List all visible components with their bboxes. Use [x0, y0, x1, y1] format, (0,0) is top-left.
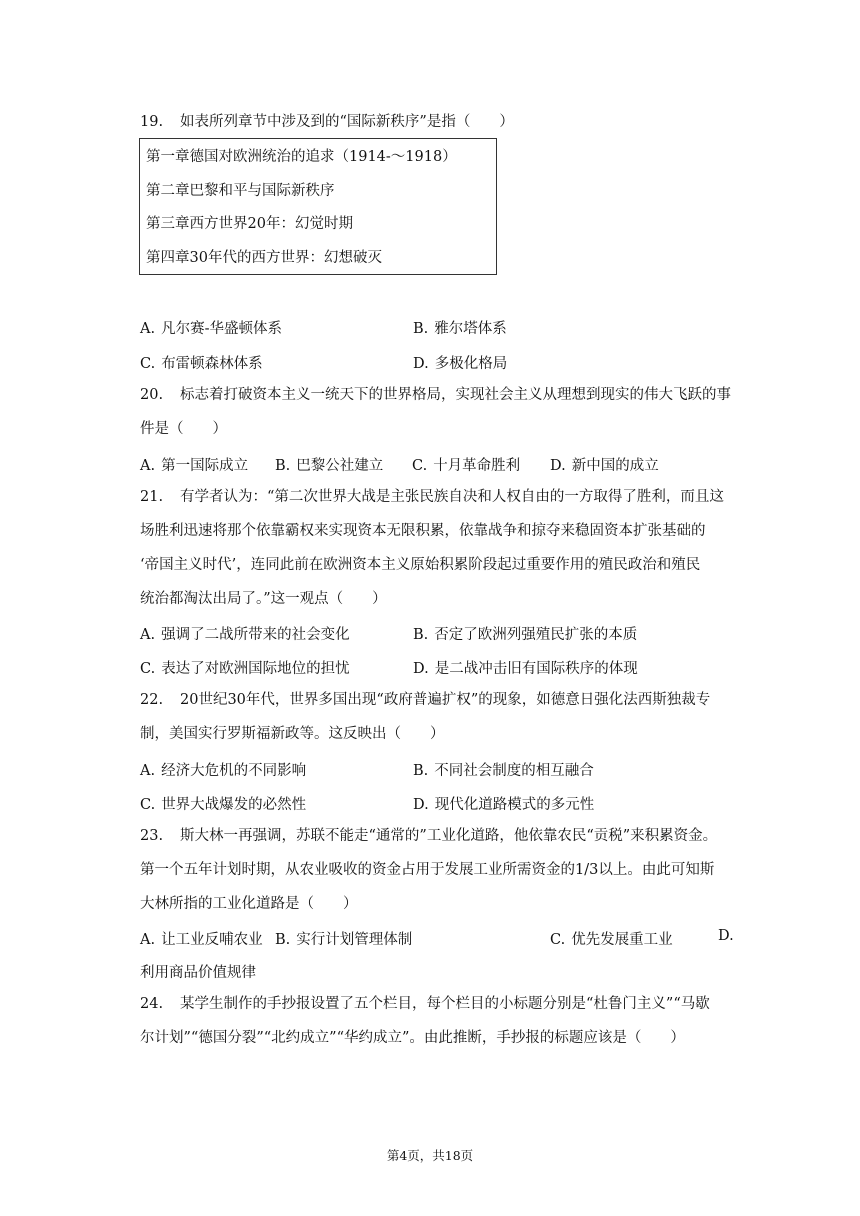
question-number: 20. [140, 387, 164, 403]
chapter-table [139, 138, 497, 275]
option-c[interactable]: C. 世界大战爆发的必然性 [140, 797, 307, 813]
option-a[interactable]: A. 凡尔赛-华盛顿体系 [140, 321, 282, 337]
question-24-stem: 24. 某学生制作的手抄报设置了五个栏目，每个栏目的小标题分别是“杜鲁门主义”“马歇 尔计划”“德国分裂”“北约成立”“华约成立”。由此推断，手抄报的标题应该是（ ） [140, 987, 755, 1055]
option-d[interactable]: D. 多极化格局 [413, 356, 508, 372]
option-d[interactable]: D. 新中国的成立 [550, 458, 659, 474]
table-row: 第四章30年代的西方世界：幻想破灭 [146, 250, 382, 266]
option-b[interactable]: B. 实行计划管理体制 [275, 932, 413, 948]
option-c[interactable]: C. 布雷顿森林体系 [140, 356, 263, 372]
option-b[interactable]: B. 巴黎公社建立 [275, 458, 384, 474]
question-21-stem: 21. 有学者认为：“第二次世界大战是主张民族自决和人权自由的一方取得了胜利，而且这 场胜利迅速将那个依靠霸权来实现资本无限积累，依靠战争和掠夺来稳固资本扩张基础的 ‘帝国主义时代’，连同此前在欧洲资本主义原始积累阶段起过重要作用的殖民政治和殖民 统治都淘汰出局了。”这一观点（ ） [140, 480, 755, 616]
question-20-stem: 20. 标志着打破资本主义一统天下的世界格局，实现社会主义从理想到现实的伟大飞跃的事 件是（ ） [140, 378, 755, 446]
option-c[interactable]: C. 十月革命胜利 [412, 458, 521, 474]
table-row: 第二章巴黎和平与国际新秩序 [146, 183, 335, 199]
question-22-stem: 22. 20世纪30年代，世界多国出现“政府普遍扩权”的现象，如德意日强化法西斯独裁专 制，美国实行罗斯福新政等。这反映出（ ） [140, 683, 755, 751]
table-row: 第一章德国对欧洲统治的追求（1914-～1918） [146, 149, 457, 165]
page-footer: 第4页，共18页 [386, 1148, 474, 1163]
question-number: 23. [140, 828, 164, 844]
question-text: 如表所列章节中涉及到的“国际新秩序”是指（ ） [180, 114, 514, 130]
question-number: 21. [140, 489, 164, 505]
option-d[interactable]: D. 是二战冲击旧有国际秩序的体现 [413, 661, 638, 677]
option-a[interactable]: A. 强调了二战所带来的社会变化 [140, 627, 350, 643]
option-a[interactable]: A. 经济大危机的不同影响 [140, 763, 307, 779]
option-c[interactable]: C. 表达了对欧洲国际地位的担忧 [140, 661, 350, 677]
table-row: 第三章西方世界20年：幻觉时期 [146, 216, 353, 232]
option-a[interactable]: A. 让工业反哺农业 [140, 932, 263, 948]
question-number: 22. [140, 692, 164, 708]
option-c[interactable]: C. 优先发展重工业 [550, 932, 673, 948]
option-d[interactable]: D. 现代化道路模式的多元性 [413, 797, 595, 813]
option-d-letter[interactable]: D. [718, 928, 734, 944]
option-a[interactable]: A. 第一国际成立 [140, 458, 249, 474]
option-b[interactable]: B. 否定了欧洲列强殖民扩张的本质 [413, 627, 638, 643]
option-b[interactable]: B. 不同社会制度的相互融合 [413, 763, 594, 779]
question-number: 24. [140, 996, 164, 1012]
question-19-stem [140, 108, 514, 136]
option-b[interactable]: B. 雅尔塔体系 [413, 321, 507, 337]
option-d-text[interactable]: 利用商品价值规律 [140, 965, 256, 981]
question-number: 19. [140, 114, 164, 130]
question-23-stem: 23. 斯大林一再强调，苏联不能走“通常的”工业化道路，他依靠农民“贡税”来积累资金。 第一个五年计划时期，从农业吸收的资金占用于发展工业所需资金的1/3以上。由此可知斯 大林所指的工业化道路是（ ） [140, 819, 755, 921]
